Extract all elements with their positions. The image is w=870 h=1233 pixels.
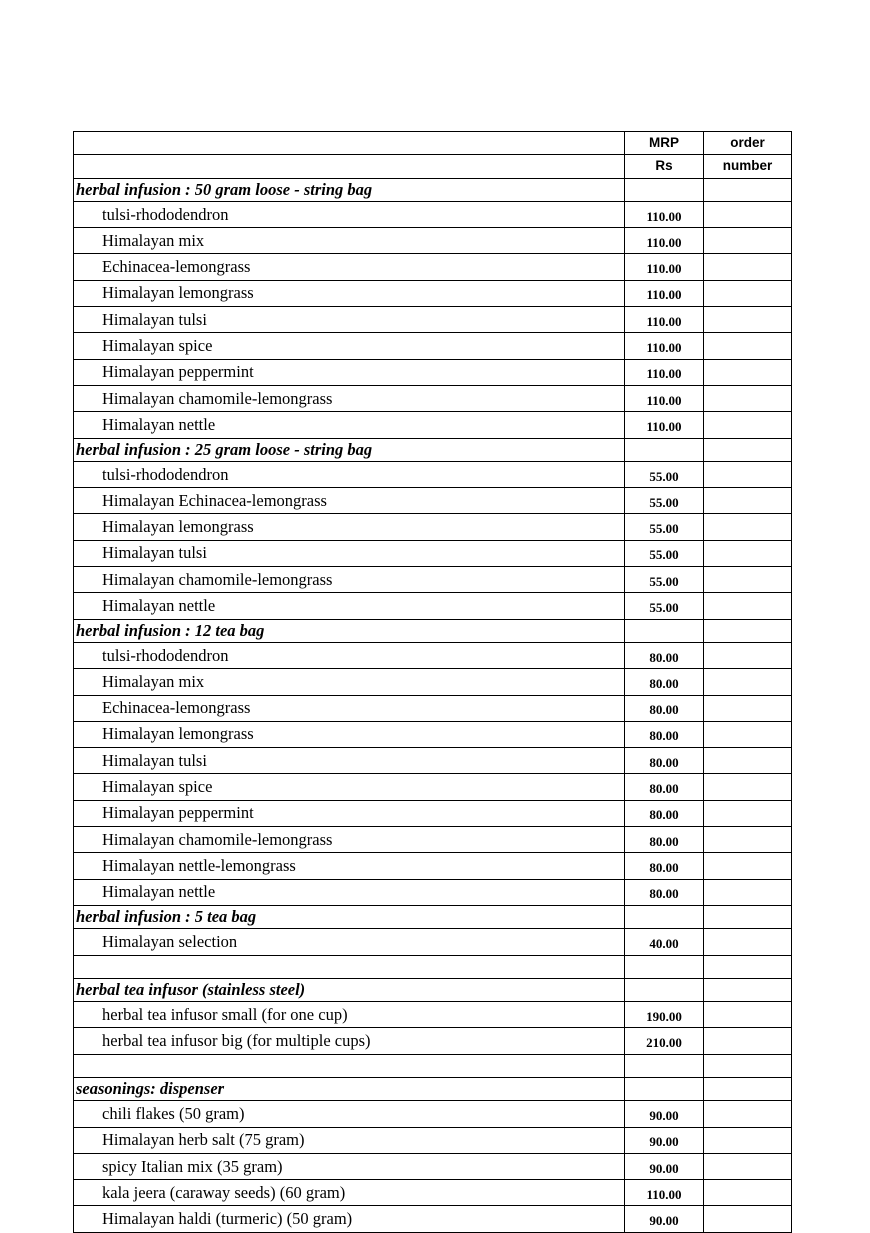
product-name: Himalayan tulsi (74, 307, 625, 333)
rs-header: Rs (625, 155, 704, 178)
order-number-cell (704, 619, 792, 642)
order-number-cell (704, 1077, 792, 1100)
table-row (74, 540, 792, 566)
table-row (74, 385, 792, 411)
mrp-value: 110.00 (625, 333, 704, 359)
section-title: herbal tea infusor (stainless steel) (74, 978, 625, 1001)
product-name: Himalayan nettle (74, 879, 625, 905)
mrp-value: 210.00 (625, 1028, 704, 1054)
mrp-value: 110.00 (625, 307, 704, 333)
mrp-value: 80.00 (625, 669, 704, 695)
product-name: Himalayan haldi (turmeric) (50 gram) (74, 1206, 625, 1232)
table-row (74, 879, 792, 905)
table-row (74, 853, 792, 879)
product-name: Himalayan lemongrass (74, 514, 625, 540)
table-row (74, 461, 792, 487)
table-row (74, 929, 792, 955)
mrp-value: 55.00 (625, 567, 704, 593)
blank-row (74, 1054, 792, 1077)
mrp-value: 80.00 (625, 827, 704, 853)
order-number-cell[interactable] (704, 853, 792, 879)
order-number-cell[interactable] (704, 1028, 792, 1054)
mrp-value: 190.00 (625, 1002, 704, 1028)
table-row (74, 1002, 792, 1028)
product-name: tulsi-rhododendron (74, 201, 625, 227)
order-number-cell (704, 178, 792, 201)
order-number-cell[interactable] (704, 1153, 792, 1179)
mrp-value: 110.00 (625, 385, 704, 411)
order-number-cell[interactable] (704, 461, 792, 487)
order-number-cell (704, 955, 792, 978)
mrp-value: 110.00 (625, 280, 704, 306)
order-number-cell[interactable] (704, 201, 792, 227)
table-row (74, 774, 792, 800)
section-title: herbal infusion : 25 gram loose - string bag (74, 438, 625, 461)
order-number-cell (704, 905, 792, 928)
number-header: number (704, 155, 792, 178)
table-row (74, 1153, 792, 1179)
product-name: Himalayan peppermint (74, 359, 625, 385)
product-name: Himalayan lemongrass (74, 280, 625, 306)
table-row (74, 1180, 792, 1206)
order-number-cell (704, 1054, 792, 1077)
table-row (74, 228, 792, 254)
header-blank-cell (74, 132, 625, 155)
table-row (74, 748, 792, 774)
mrp-value: 40.00 (625, 929, 704, 955)
header-row-1 (74, 132, 792, 155)
order-number-cell (704, 978, 792, 1001)
product-name: Himalayan mix (74, 669, 625, 695)
order-number-cell[interactable] (704, 695, 792, 721)
product-name: Himalayan nettle (74, 593, 625, 619)
mrp-value: 55.00 (625, 540, 704, 566)
order-number-cell[interactable] (704, 879, 792, 905)
product-name: Himalayan chamomile-lemongrass (74, 385, 625, 411)
table-row (74, 280, 792, 306)
table-row (74, 514, 792, 540)
table-row (74, 721, 792, 747)
blank-cell (74, 955, 625, 978)
product-name: Himalayan Echinacea-lemongrass (74, 488, 625, 514)
price-list-table (73, 131, 792, 1233)
table-row (74, 488, 792, 514)
table-row (74, 1127, 792, 1153)
product-name: tulsi-rhododendron (74, 461, 625, 487)
mrp-value: 90.00 (625, 1101, 704, 1127)
order-number-cell[interactable] (704, 540, 792, 566)
table-row (74, 1028, 792, 1054)
section-row (74, 619, 792, 642)
mrp-empty-cell (625, 955, 704, 978)
table-row (74, 669, 792, 695)
table-row (74, 359, 792, 385)
table-row (74, 254, 792, 280)
mrp-value: 55.00 (625, 593, 704, 619)
mrp-value: 110.00 (625, 201, 704, 227)
product-name: herbal tea infusor big (for multiple cups) (74, 1028, 625, 1054)
mrp-value: 110.00 (625, 1180, 704, 1206)
product-name: chili flakes (50 gram) (74, 1101, 625, 1127)
mrp-value: 90.00 (625, 1153, 704, 1179)
product-name: Himalayan spice (74, 774, 625, 800)
order-number-cell[interactable] (704, 307, 792, 333)
header-row-2 (74, 155, 792, 178)
section-title: herbal infusion : 12 tea bag (74, 619, 625, 642)
product-name: Himalayan mix (74, 228, 625, 254)
product-name: Himalayan spice (74, 333, 625, 359)
mrp-value: 55.00 (625, 514, 704, 540)
table-row (74, 1206, 792, 1232)
order-number-cell[interactable] (704, 514, 792, 540)
mrp-value: 80.00 (625, 879, 704, 905)
order-number-cell[interactable] (704, 412, 792, 438)
price-list-body (74, 132, 792, 1233)
table-row (74, 695, 792, 721)
order-number-cell (704, 438, 792, 461)
mrp-empty-cell (625, 178, 704, 201)
blank-row (74, 955, 792, 978)
mrp-header: MRP (625, 132, 704, 155)
order-number-cell[interactable] (704, 593, 792, 619)
table-row (74, 412, 792, 438)
order-number-cell[interactable] (704, 1101, 792, 1127)
product-name: Himalayan tulsi (74, 540, 625, 566)
order-number-cell[interactable] (704, 929, 792, 955)
table-row (74, 201, 792, 227)
order-number-cell[interactable] (704, 359, 792, 385)
product-name: Himalayan selection (74, 929, 625, 955)
product-name: Echinacea-lemongrass (74, 254, 625, 280)
mrp-value: 80.00 (625, 800, 704, 826)
order-number-cell[interactable] (704, 642, 792, 668)
header-blank-cell (74, 155, 625, 178)
order-number-cell[interactable] (704, 280, 792, 306)
section-row (74, 178, 792, 201)
order-header: order (704, 132, 792, 155)
mrp-value: 110.00 (625, 228, 704, 254)
table-row (74, 642, 792, 668)
mrp-value: 80.00 (625, 774, 704, 800)
section-title: seasonings: dispenser (74, 1077, 625, 1100)
table-row (74, 1101, 792, 1127)
mrp-value: 55.00 (625, 461, 704, 487)
mrp-value: 80.00 (625, 695, 704, 721)
section-row (74, 1077, 792, 1100)
mrp-value: 80.00 (625, 642, 704, 668)
order-number-cell[interactable] (704, 721, 792, 747)
mrp-value: 90.00 (625, 1206, 704, 1232)
blank-cell (74, 1054, 625, 1077)
product-name: Himalayan lemongrass (74, 721, 625, 747)
order-number-cell[interactable] (704, 1180, 792, 1206)
product-name: spicy Italian mix (35 gram) (74, 1153, 625, 1179)
table-row (74, 567, 792, 593)
order-number-cell[interactable] (704, 1206, 792, 1232)
order-number-cell[interactable] (704, 385, 792, 411)
product-name: Himalayan chamomile-lemongrass (74, 567, 625, 593)
order-number-cell[interactable] (704, 567, 792, 593)
mrp-value: 90.00 (625, 1127, 704, 1153)
product-name: tulsi-rhododendron (74, 642, 625, 668)
product-name: Himalayan chamomile-lemongrass (74, 827, 625, 853)
product-name: kala jeera (caraway seeds) (60 gram) (74, 1180, 625, 1206)
product-name: herbal tea infusor small (for one cup) (74, 1002, 625, 1028)
table-row (74, 307, 792, 333)
order-number-cell[interactable] (704, 774, 792, 800)
mrp-value: 80.00 (625, 748, 704, 774)
order-number-cell[interactable] (704, 228, 792, 254)
table-row (74, 800, 792, 826)
order-number-cell[interactable] (704, 800, 792, 826)
order-number-cell[interactable] (704, 827, 792, 853)
mrp-empty-cell (625, 905, 704, 928)
mrp-value: 110.00 (625, 254, 704, 280)
product-name: Himalayan herb salt (75 gram) (74, 1127, 625, 1153)
product-name: Echinacea-lemongrass (74, 695, 625, 721)
mrp-value: 110.00 (625, 412, 704, 438)
product-name: Himalayan tulsi (74, 748, 625, 774)
order-number-cell[interactable] (704, 1002, 792, 1028)
section-row (74, 905, 792, 928)
order-number-cell[interactable] (704, 669, 792, 695)
mrp-empty-cell (625, 1077, 704, 1100)
table-row (74, 333, 792, 359)
product-name: Himalayan nettle (74, 412, 625, 438)
order-number-cell[interactable] (704, 748, 792, 774)
section-title: herbal infusion : 5 tea bag (74, 905, 625, 928)
mrp-value: 80.00 (625, 721, 704, 747)
section-row (74, 978, 792, 1001)
mrp-empty-cell (625, 619, 704, 642)
order-number-cell[interactable] (704, 254, 792, 280)
product-name: Himalayan peppermint (74, 800, 625, 826)
order-number-cell[interactable] (704, 488, 792, 514)
section-title: herbal infusion : 50 gram loose - string bag (74, 178, 625, 201)
mrp-value: 80.00 (625, 853, 704, 879)
order-number-cell[interactable] (704, 333, 792, 359)
mrp-value: 55.00 (625, 488, 704, 514)
mrp-value: 110.00 (625, 359, 704, 385)
table-row (74, 593, 792, 619)
mrp-empty-cell (625, 1054, 704, 1077)
section-row (74, 438, 792, 461)
mrp-empty-cell (625, 978, 704, 1001)
mrp-empty-cell (625, 438, 704, 461)
product-name: Himalayan nettle-lemongrass (74, 853, 625, 879)
order-number-cell[interactable] (704, 1127, 792, 1153)
table-row (74, 827, 792, 853)
